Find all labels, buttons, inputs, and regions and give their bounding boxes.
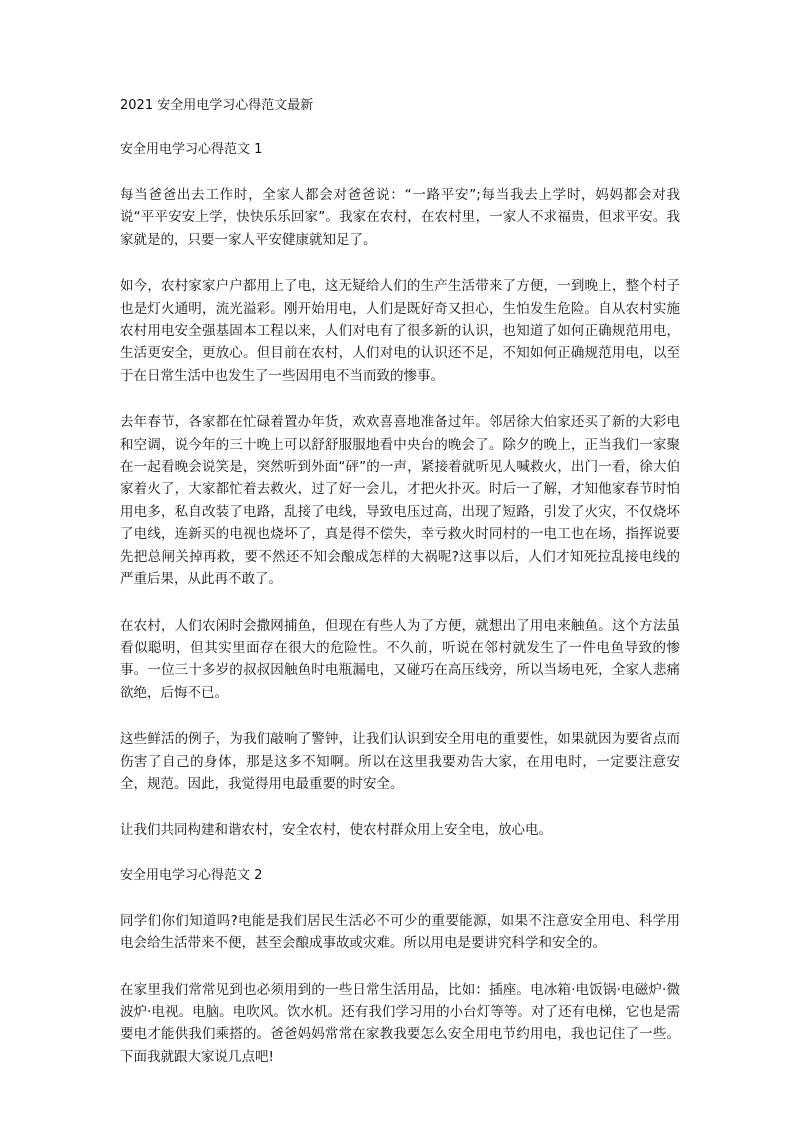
- document-title: 2021 安全用电学习心得范文最新: [120, 98, 314, 113]
- section-heading: 安全用电学习心得范文 1: [120, 142, 263, 157]
- paragraph: 在农村，人们农闲时会撒网捕鱼，但现在有些人为了方便，就想出了用电来触鱼。这个方法虽看似聪明，但其实里面存在很大的危险性。不久前，听说在邻村就发生了一件电鱼导致的惨事。一位三十多岁的叔叔因触鱼时电瓶漏电，又碰巧在高压线旁，所以当场电死，全家人悲痛欲绝，后悔不已。: [120, 617, 680, 701]
- paragraph: 每当爸爸出去工作时，全家人都会对爸爸说：“一路平安”;每当我去上学时，妈妈都会对我说“平平安安上学，快快乐乐回家”。我家在农村，在农村里，一家人不求福贵，但求平安。我家就是的，只要一家人平安健康就知足了。: [120, 187, 680, 248]
- paragraph: 去年春节，各家都在忙碌着置办年货，欢欢喜喜地准备过年。邻居徐大伯家还买了新的大彩电和空调，说今年的三十晚上可以舒舒服服地看中央台的晚会了。除夕的晚上，正当我们一家聚在一起看晚会说笑是，突然听到外面“砰”的一声，紧接着就听见人喊救火，出门一看，徐大伯家着火了，大家都忙着去救火，过了好一会儿，才把火扑灭。时后一了解，才知他家春节时怕用电多，私自改装了电路，乱接了电线，导致电压过高，出现了短路，引发了火灾，不仅烧坏了电线，连新买的电视也烧坏了，真是得不偿失，幸亏救火时同村的一电工也在场，指挥说要先把总闸关掉再救，要不然还不知会酿成怎样的大祸呢?这事以后，人们才知死拉乱接电线的严重后果，从此再不敢了。: [120, 414, 680, 588]
- section-2: [120, 866, 680, 1068]
- paragraph: 如今，农村家家户户都用上了电，这无疑给人们的生产生活带来了方便，一到晚上，整个村子也是灯火通明，流光溢彩。刚开始用电，人们是既好奇又担心，生怕发生危险。自从农村实施农村用电安全强基固本工程以来，人们对电有了很多新的认识，也知道了如何正确规范用电，生活更安全，更放心。但目前在农村，人们对电的认识还不足，不知如何正确规范用电，以至于在日常生活中也发生了一些因用电不当而致的惨事。: [120, 278, 680, 384]
- document-body: [120, 96, 680, 1092]
- paragraph: 这些鲜活的例子，为我们敲响了警钟，让我们认识到安全用电的重要性，如果就因为要省点而伤害了自己的身体，那是这多不知啊。所以在这里我要劝告大家，在用电时，一定要注意安全，规范。因此，我觉得用电最重要的时安全。: [120, 731, 680, 792]
- section-heading: 安全用电学习心得范文 2: [120, 867, 263, 883]
- paragraph: 让我们共同构建和谐农村，安全农村，使农村群众用上安全电，放心电。: [120, 822, 552, 839]
- paragraph: 同学们你们知道吗?电能是我们居民生活必不可少的重要能源，如果不注意安全用电、科学用电会给生活带来不便，甚至会酿成事故或灾难。所以用电是要讲究科学和安全的。: [120, 912, 680, 952]
- section-1: [120, 140, 680, 842]
- paragraph: 在家里我们常常见到也必须用到的一些日常生活用品，比如：插座。电冰箱·电饭锅·电磁炉·微波炉·电视。电脑。电吹风。饮水机。还有我们学习用的小台灯等等。对了还有电梯，它也是需要电才能供我们乘搭的。爸爸妈妈常常在家教我要怎么安全用电节约用电，我也记住了一些。下面我就跟大家说几点吧!: [120, 981, 680, 1065]
